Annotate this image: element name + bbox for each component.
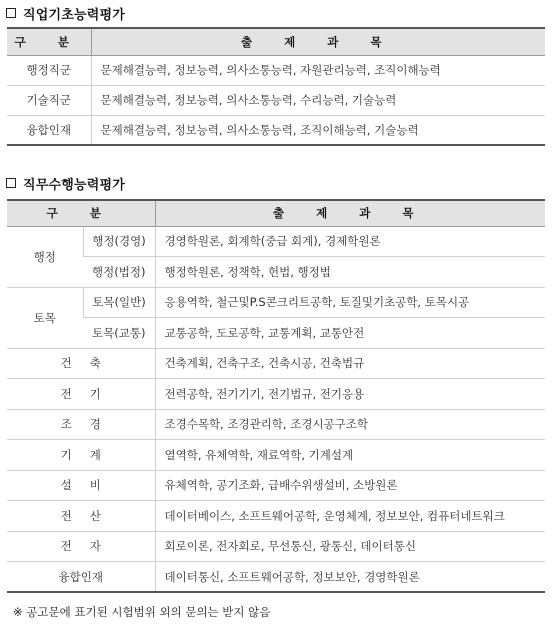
table-row	[7, 440, 545, 471]
subcategory: 토목(교통)	[83, 318, 155, 349]
table-row	[7, 409, 545, 440]
section-title-text: 직업기초능력평가	[23, 7, 126, 23]
header-category: 구 분	[7, 28, 91, 55]
table-row	[7, 226, 545, 257]
row-category: 조경	[7, 409, 155, 440]
row-category: 전기	[7, 379, 155, 410]
table-row	[7, 55, 545, 85]
table-row	[7, 470, 545, 501]
table-row	[7, 115, 545, 145]
row-category: 전자	[7, 531, 155, 562]
table-row	[7, 562, 545, 593]
table-row	[7, 318, 545, 349]
row-subjects: 데이터통신, 소프트웨어공학, 정보보안, 경영학원론	[155, 562, 545, 593]
row-subjects: 교통공학, 도로공학, 교통계획, 교통안전	[155, 318, 545, 349]
footnote: ※ 공고문에 표기된 시험범위 외의 문의는 받지 않음	[13, 605, 271, 619]
table-row	[7, 257, 545, 288]
table-row	[7, 348, 545, 379]
section-title-basic-competency	[6, 4, 125, 22]
checkbox-square-icon	[6, 8, 16, 18]
row-subjects: 문제해결능력, 정보능력, 의사소통능력, 자원관리능력, 조직이해능력	[91, 55, 545, 85]
table-row	[7, 531, 545, 562]
row-category: 융합인재	[7, 115, 91, 145]
table-row	[7, 85, 545, 115]
row-category: 전산	[7, 501, 155, 532]
row-category: 융합인재	[7, 562, 155, 593]
row-subjects: 유체역학, 공기조화, 급배수위생설비, 소방원론	[155, 470, 545, 501]
row-subjects: 행정학원론, 정책학, 헌법, 행정법	[155, 257, 545, 288]
table-header-row	[7, 200, 545, 226]
table-row	[7, 379, 545, 410]
header-subjects: 출 제 과 목	[91, 28, 545, 55]
row-subjects: 문제해결능력, 정보능력, 의사소통능력, 수리능력, 기술능력	[91, 85, 545, 115]
row-subjects: 데이터베이스, 소프트웨어공학, 운영체계, 정보보안, 컴퓨터네트워크	[155, 501, 545, 532]
group-category: 토목	[7, 287, 83, 348]
table-row	[7, 501, 545, 532]
section-title-text: 직무수행능력평가	[23, 177, 126, 193]
group-category: 행정	[7, 226, 83, 287]
row-category: 기술직군	[7, 85, 91, 115]
job-performance-table	[7, 199, 545, 593]
subcategory: 행정(법정)	[83, 257, 155, 288]
row-subjects: 전력공학, 전기기기, 전기법규, 전기응용	[155, 379, 545, 410]
table-row	[7, 287, 545, 318]
row-subjects: 회로이론, 전자회로, 무선통신, 광통신, 데이터통신	[155, 531, 545, 562]
header-subjects: 출 제 과 목	[155, 200, 545, 226]
row-subjects: 경영학원론, 회계학(중급 회계), 경제학원론	[155, 226, 545, 257]
subcategory: 토목(일반)	[83, 287, 155, 318]
row-category: 건축	[7, 348, 155, 379]
row-subjects: 응용역학, 철근및P.S콘크리트공학, 토질및기초공학, 토목시공	[155, 287, 545, 318]
section-title-job-performance	[6, 174, 125, 192]
row-subjects: 문제해결능력, 정보능력, 의사소통능력, 조직이해능력, 기술능력	[91, 115, 545, 145]
row-subjects: 열역학, 유체역학, 재료역학, 기계설계	[155, 440, 545, 471]
row-subjects: 조경수목학, 조경관리학, 조경시공구조학	[155, 409, 545, 440]
subcategory: 행정(경영)	[83, 226, 155, 257]
header-category: 구 분	[7, 200, 155, 226]
row-category: 행정직군	[7, 55, 91, 85]
table-header-row	[7, 28, 545, 55]
row-category: 설비	[7, 470, 155, 501]
row-category: 기계	[7, 440, 155, 471]
checkbox-square-icon	[6, 178, 16, 188]
row-subjects: 건축계획, 건축구조, 건축시공, 건축법규	[155, 348, 545, 379]
basic-competency-table	[7, 27, 545, 146]
